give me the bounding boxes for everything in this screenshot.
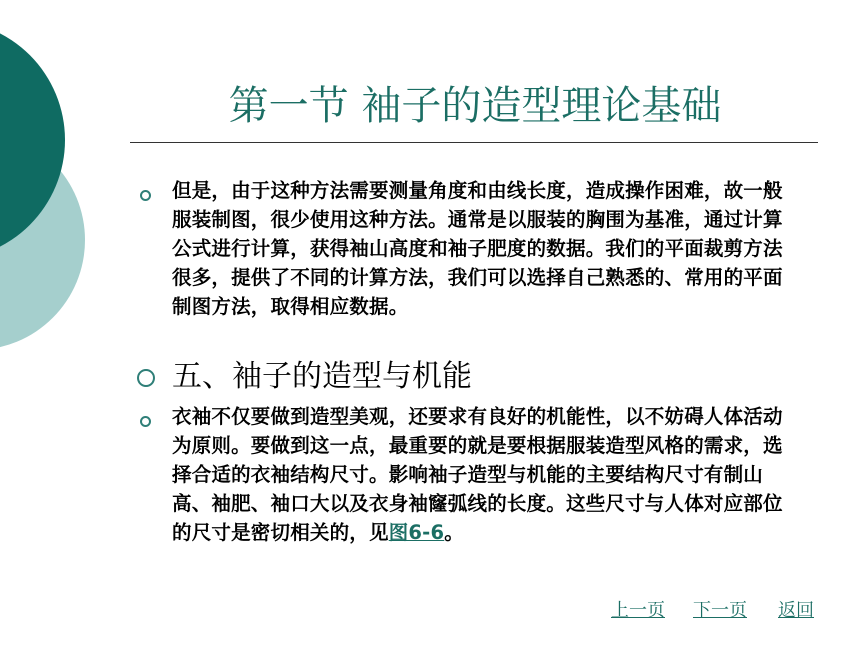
page-title: 第一节 袖子的造型理论基础 <box>228 83 722 129</box>
paragraph-2-text: 衣袖不仅要做到造型美观，还要求有良好的机能性，以不妨碍人体活动为原则。要做到这一点，最重要的就是要根据服装造型风格的需求，选择合适的衣袖结构尺寸。影响袖子造型与机能的主要结构尺寸有制山高、袖肥、袖口大以及衣身袖窿弧线的长度。这些尺寸与人体对应部位的尺寸是密切相关的，见 <box>172 405 783 544</box>
bullet-icon <box>140 416 151 427</box>
back-link[interactable]: 返回 <box>778 600 814 621</box>
figure-link[interactable]: 图6-6 <box>388 521 445 544</box>
title-divider <box>130 142 818 143</box>
section-heading: 五、袖子的造型与机能 <box>172 359 472 394</box>
paragraph-2-end: 。 <box>444 521 464 544</box>
bullet-icon <box>140 190 151 201</box>
decorative-circles <box>0 0 120 400</box>
next-page-link[interactable]: 下一页 <box>693 600 747 621</box>
bullet-icon <box>137 369 155 387</box>
paragraph-2 <box>172 402 800 547</box>
paragraph-1: 但是，由于这种方法需要测量角度和由线长度，造成操作困难，故一般服装制图，很少使用这种方法。通常是以服装的胸围为基准，通过计算公式进行计算，获得袖山高度和袖子肥度的数据。我们的平面裁剪方法很多，提供了不同的计算方法，我们可以选择自己熟悉的、常用的平面制图方法，取得相应数据。 <box>172 179 783 318</box>
prev-page-link[interactable]: 上一页 <box>611 600 665 621</box>
